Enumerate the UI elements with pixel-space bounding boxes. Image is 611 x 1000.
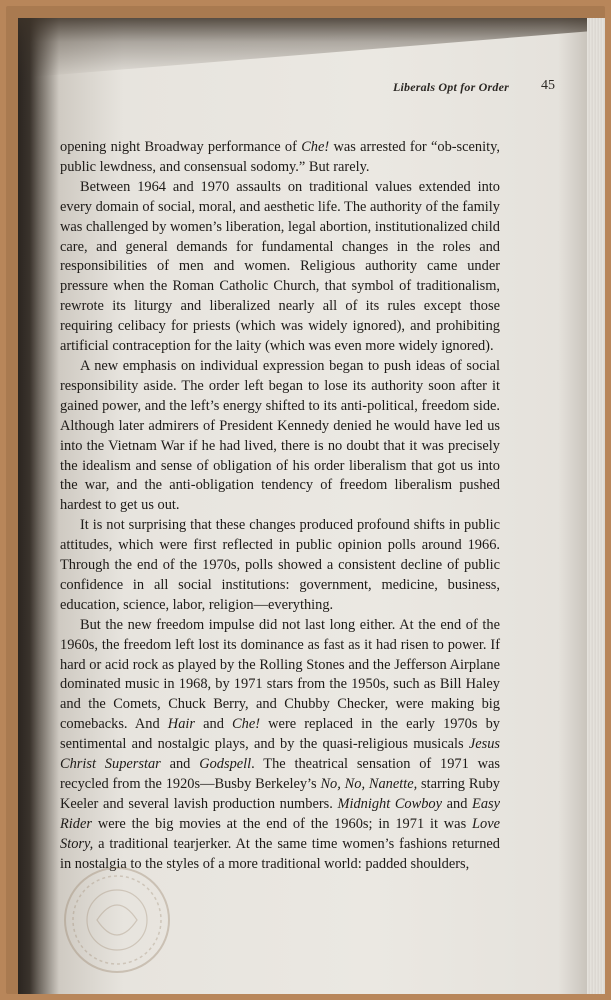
page-number: 45 xyxy=(541,78,555,93)
paragraph: A new emphasis on individual expression began to push ideas of social responsibility aside. The order left began to lose its authority soon after it gained power, and the left’s energy shifted to its anti-political, freedom side. Although later admirers of President Kennedy denied he would have led us into the Vietnam War if he had lived, there is no doubt that it was precisely the idealism and sense of obligation of his order liberalism that got us into the war, and the anti-obligation tendency of freedom liberalism pushed hardest to get us out. xyxy=(60,357,500,514)
watermark-seal-icon xyxy=(42,860,192,980)
page-shadow xyxy=(18,18,605,78)
paragraph: It is not surprising that these changes produced profound shifts in public attitudes, which were first reflected in public opinion polls around 1966. Through the end of the 1970s, polls showed a consistent decline of public confidence in all social institutions: government, medicine, business, education, science, labor, religion—everything. xyxy=(60,517,500,613)
photo-frame xyxy=(6,6,605,994)
body-text xyxy=(60,138,500,875)
page-stack-edge xyxy=(587,18,605,994)
paragraph: opening night Broadway performance of Che! was arrested for “ob-scenity, public lewdness, and consensual sodomy.” But rarely. xyxy=(60,139,500,175)
paragraph: But the new freedom impulse did not last long either. At the end of the 1960s, the freedom left lost its dominance as fast as it had risen to power. If hard or acid rock as played by the Rolling Stones and the Jefferson Airplane dominated music in 1968, by 1971 stars from the 1950s, such as Bill Haley and the Comets, Chuck Berry, and Chubby Checker, were making big comebacks. And Hair and Che! were replaced in the early 1970s by sentimental and nostalgic plays, and by the quasi-religious musicals Jesus Christ Superstar and Godspell. The theatrical sensation of 1971 was recycled from the 1920s—Busby Berkeley’s No, No, Nanette, starring Ruby Keeler and several lavish production numbers. Midnight Cowboy and Easy Rider were the big movies at the end of the 1960s; in 1971 it was Love Story, a traditional tearjerker. At the same time women’s fashions returned in nostalgia to the styles of a more traditional world: padded shoulders, xyxy=(60,616,501,872)
paragraph: Between 1964 and 1970 assaults on traditional values extended into every domain of social, moral, and aesthetic life. The authority of the family was challenged by women’s liberation, legal abortion, institutionalized child care, and general demands for fundamental changes in the roles and responsibilities of men and women. Religious authority came under pressure when the Roman Catholic Church, that symbol of traditionalism, rewrote its liturgy and liberalized nearly all of its rules except those requiring celibacy for priests (which was widely ignored), and prohibiting artificial contraception for the laity (which was even more widely ignored). xyxy=(60,178,500,355)
running-header: Liberals Opt for Order xyxy=(392,80,509,94)
book-page-photo xyxy=(18,18,605,994)
